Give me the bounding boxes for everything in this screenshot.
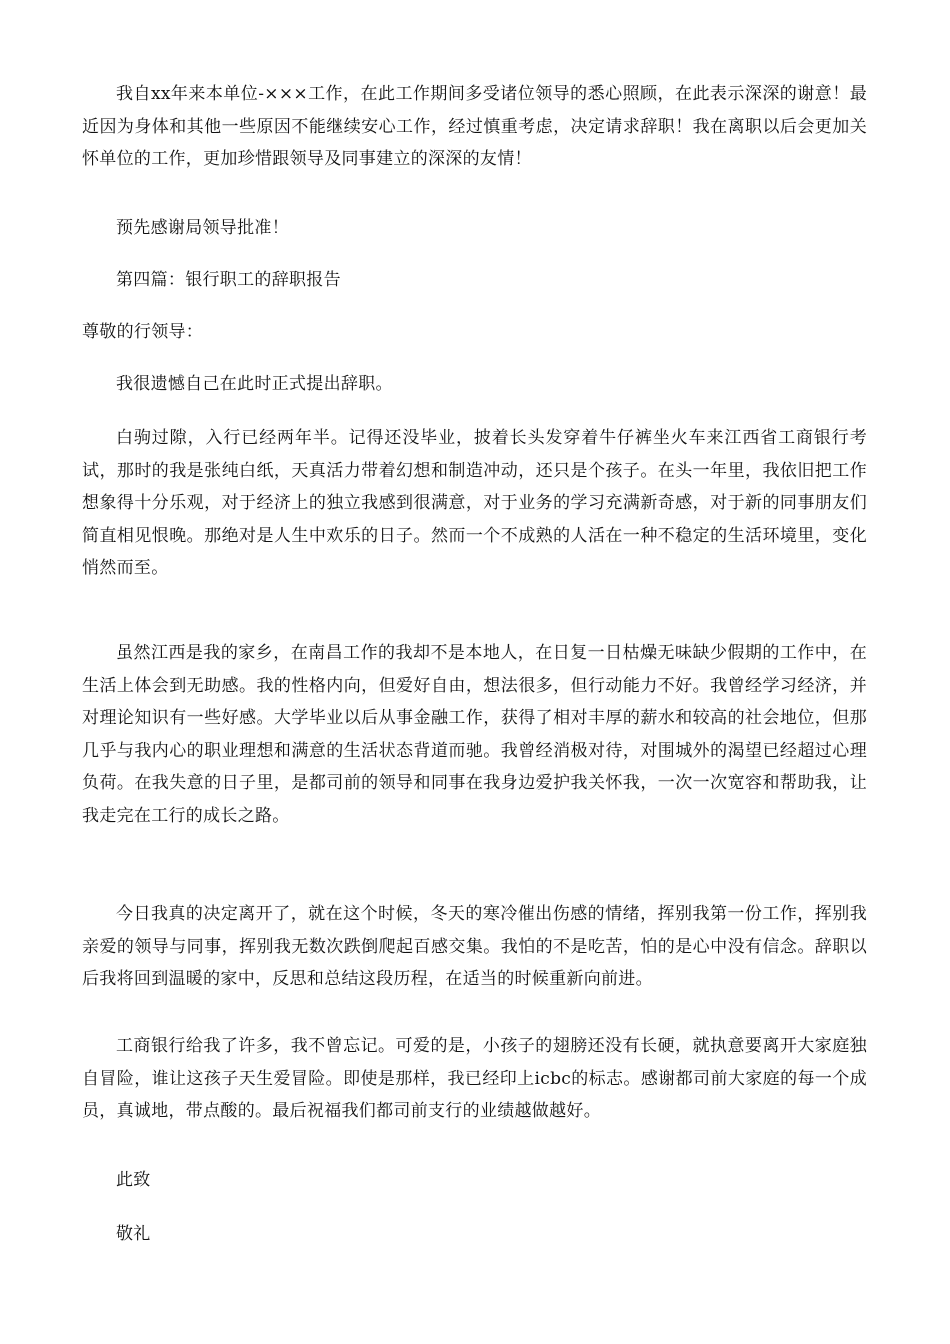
paragraph-opening: 我很遗憾自己在此时正式提出辞职。 <box>116 374 393 394</box>
paragraph-hometown: 虽然江西是我的家乡，在南昌工作的我却不是本地人，在日复一日枯燥无味缺少假期的工作中，在生活上体会到无助感。我的性格内向，但爱好自由，想法很多，但行动能力不好。我曾经学习经济，并对理论知识有一些好感。大学毕业以后从事金融工作，获得了相对丰厚的薪水和较高的社会地位，但那几乎与我内心的职业理想和满意的生活状态背道而驰。我曾经消极对待，对围城外的渴望已经超过心理负荷。在我失意的日子里，是都司前的领导和同事在我身边爱护我关怀我，一次一次宽容和帮助我，让我走完在工行的成长之路。 <box>82 643 867 826</box>
salutation: 尊敬的行领导： <box>82 322 204 342</box>
paragraph-gratitude: 工商银行给我了许多，我不曾忘记。可爱的是，小孩子的翅膀还没有长硬，就执意要离开大家庭独自冒险，谁让这孩子天生爱冒险。即使是那样，我已经印上icbc的标志。感谢都司前大家庭的每一个成员，真诚地，带点酸的。最后祝福我们都司前支行的业绩越做越好。 <box>82 1036 867 1121</box>
paragraph-thanks: 预先感谢局领导批准！ <box>116 218 289 238</box>
paragraph-memories: 白驹过隙，入行已经两年半。记得还没毕业，披着长头发穿着牛仔裤坐火车来江西省工商银行考试，那时的我是张纯白纸，天真活力带着幻想和制造冲动，还只是个孩子。在头一年里，我依旧把工作想象得十分乐观，对于经济上的独立我感到很满意，对于业务的学习充满新奇感，对于新的同事朋友们简直相见恨晚。那绝对是人生中欢乐的日子。然而一个不成熟的人活在一种不稳定的生活环境里，变化悄然而至。 <box>82 428 867 578</box>
section-heading: 第四篇：银行职工的辞职报告 <box>116 270 341 290</box>
paragraph-resignation-intro: 我自xx年来本单位-×××工作，在此工作期间多受诸位领导的悉心照顾，在此表示深深的谢意！最近因为身体和其他一些原因不能继续安心工作，经过慎重考虑，决定请求辞职！我在离职以后会更加关怀单位的工作，更加珍惜跟领导及同事建立的深深的友情！ <box>82 84 867 169</box>
closing-cizhi: 此致 <box>116 1170 151 1190</box>
closing-jingli: 敬礼 <box>116 1224 151 1244</box>
paragraph-decision: 今日我真的决定离开了，就在这个时候，冬天的寒冷催出伤感的情绪，挥别我第一份工作，挥别我亲爱的领导与同事，挥别我无数次跌倒爬起百感交集。我怕的不是吃苦，怕的是心中没有信念。辞职以后我将回到温暖的家中，反思和总结这段历程，在适当的时候重新向前进。 <box>82 904 867 989</box>
